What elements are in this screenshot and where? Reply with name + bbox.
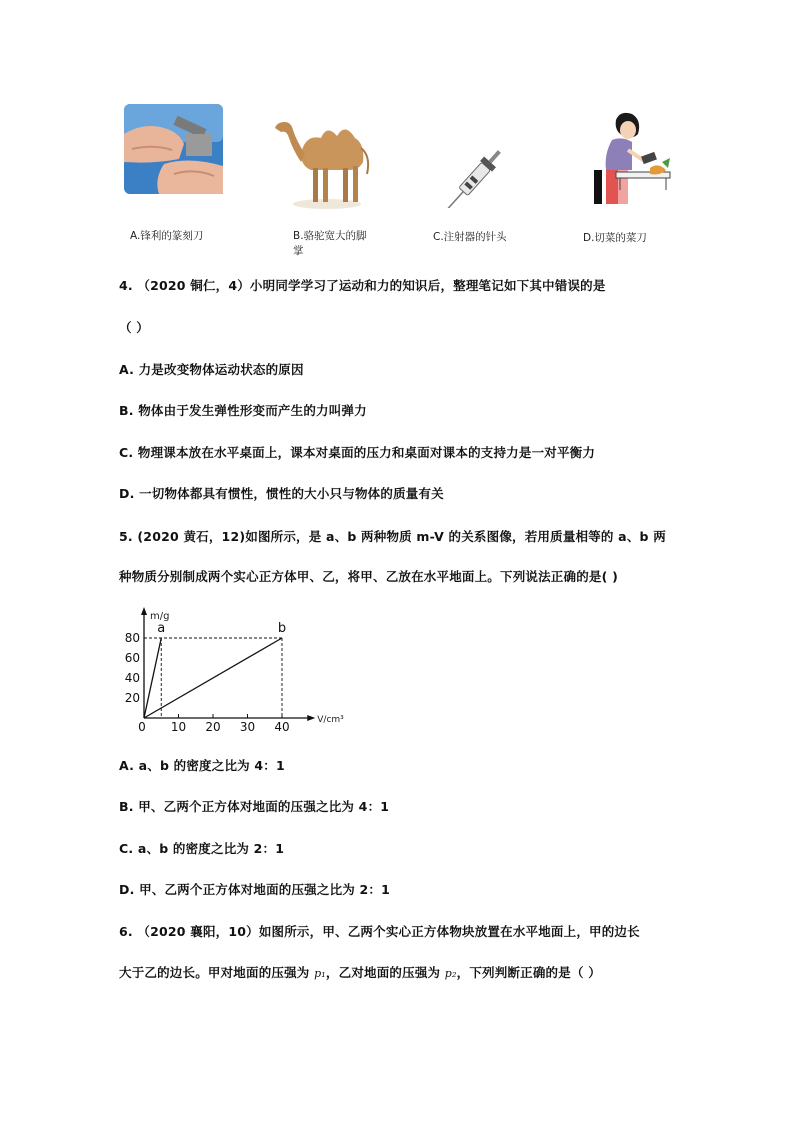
q4-option-a: A. 力是改变物体运动状态的原因 (119, 362, 304, 377)
woman-cutting-vegetables-illustration (588, 110, 672, 206)
q5-stem-line2: 种物质分别制成两个实心正方体甲、乙，将甲、乙放在水平地面上。下列说法正确的是( ) (119, 569, 618, 584)
q6-stem-part-b: ，乙对地面的压强为 (325, 965, 445, 980)
q6-stem-line1: 6. （2020 襄阳，10）如图所示，甲、乙两个实心正方体物块放置在水平地面上，甲的边长 (119, 924, 640, 939)
syringe-photo (447, 138, 513, 208)
series-line-b (144, 638, 282, 718)
series-label-b: b (277, 621, 287, 636)
y-tick-label: 60 (124, 651, 140, 665)
x-tick-label: 0 (138, 720, 146, 734)
q4-option-b: B. 物体由于发生弹性形变而产生的力叫弹力 (119, 403, 367, 418)
q6-p2: p₂ (444, 967, 457, 980)
y-tick-label: 80 (124, 631, 140, 645)
caption-c: C.注射器的针头 (433, 231, 507, 243)
x-tick-label: 30 (239, 720, 256, 734)
y-tick-label: 40 (124, 671, 140, 685)
mass-volume-chart (110, 600, 350, 740)
series-label-a: a (157, 621, 166, 636)
x-axis-arrow (307, 715, 315, 721)
q6-stem-line2 (119, 963, 601, 981)
y-axis-arrow (141, 607, 147, 615)
q5-option-a: A. a、b 的密度之比为 4：1 (119, 758, 285, 773)
q6-stem-part-a: 大于乙的边长。甲对地面的压强为 (119, 965, 315, 980)
q4-stem: 4. （2020 铜仁，4）小明同学学习了运动和力的知识后，整理笔记如下其中错误的是 (119, 278, 606, 293)
caption-b-line1: B.骆驼宽大的脚 (293, 230, 367, 242)
x-tick-label: 40 (274, 720, 290, 734)
caption-b-line2: 掌 (293, 245, 304, 257)
q6-p1: p₁ (314, 967, 326, 980)
x-tick-label: 10 (170, 720, 187, 734)
carving-knife-photo (124, 104, 223, 194)
y-axis-label: m/g (150, 611, 170, 622)
q6-stem-part-c: ，下列判断正确的是（ ） (456, 965, 601, 980)
caption-d: D.切菜的菜刀 (583, 232, 647, 244)
camel-photo (271, 108, 375, 210)
q5-stem-line1: 5. (2020 黄石，12)如图所示，是 a、b 两种物质 m-V 的关系图像，若用质量相等的 a、b 两 (119, 529, 666, 544)
q5-option-c: C. a、b 的密度之比为 2：1 (119, 841, 285, 856)
y-tick-label: 20 (124, 691, 140, 705)
q5-option-b: B. 甲、乙两个正方体对地面的压强之比为 4：1 (119, 799, 390, 814)
q5-option-d: D. 甲、乙两个正方体对地面的压强之比为 2：1 (119, 882, 391, 897)
q4-option-d: D. 一切物体都具有惯性，惯性的大小只与物体的质量有关 (119, 486, 444, 501)
x-axis-label: V/cm³ (317, 715, 344, 725)
x-tick-label: 20 (205, 720, 221, 734)
series-line-a (144, 638, 161, 718)
caption-a: A.锋利的篆刻刀 (130, 230, 204, 242)
q4-answer-blank: （ ） (119, 320, 149, 335)
q4-option-c: C. 物理课本放在水平桌面上，课本对桌面的压力和桌面对课本的支持力是一对平衡力 (119, 445, 596, 460)
